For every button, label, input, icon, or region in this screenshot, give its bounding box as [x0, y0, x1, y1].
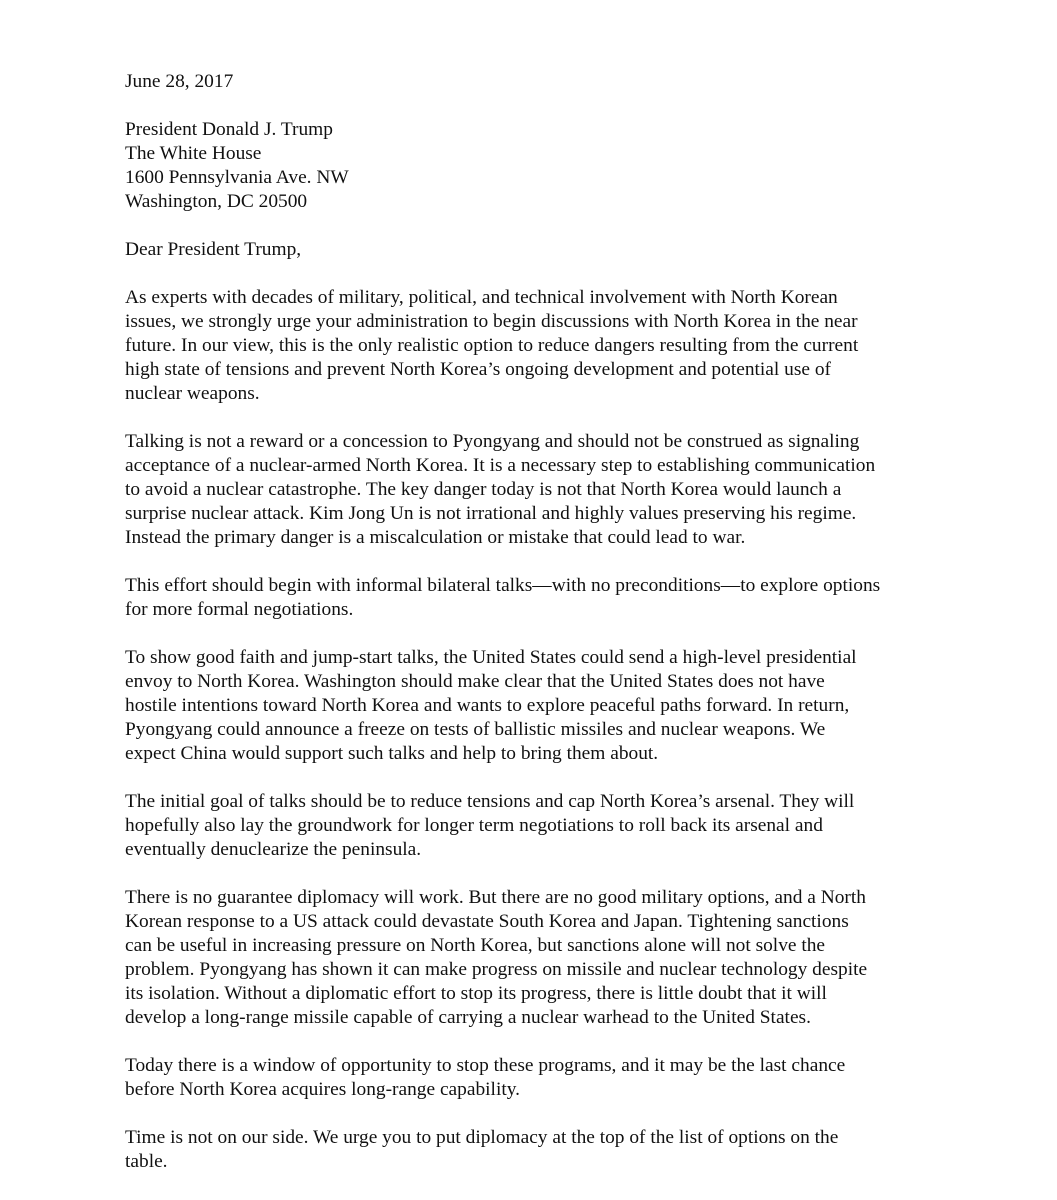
paragraph-line: surprise nuclear attack. Kim Jong Un is not irrational and highly values preserving his regime. [125, 503, 857, 524]
recipient-org: The White House [125, 143, 262, 164]
paragraph-line: its isolation. Without a diplomatic effort to stop its progress, there is little doubt that it will [125, 983, 827, 1004]
paragraph-line: Korean response to a US attack could devastate South Korea and Japan. Tightening sanctions [125, 911, 849, 932]
paragraph-line: This effort should begin with informal bilateral talks—with no preconditions—to explore options [125, 575, 881, 596]
paragraph-line: before North Korea acquires long-range capability. [125, 1079, 520, 1100]
body-paragraph [125, 1054, 940, 1102]
paragraph-line: table. [125, 1151, 168, 1172]
paragraph-line: Talking is not a reward or a concession to Pyongyang and should not be construed as signaling [125, 431, 860, 452]
recipient-street: 1600 Pennsylvania Ave. NW [125, 167, 349, 188]
recipient-address [125, 118, 940, 214]
paragraph-line: issues, we strongly urge your administration to begin discussions with North Korea in the near [125, 311, 858, 332]
paragraph-line: for more formal negotiations. [125, 599, 354, 620]
body-paragraph [125, 646, 940, 766]
paragraph-line: problem. Pyongyang has shown it can make progress on missile and nuclear technology despite [125, 959, 868, 980]
letter-date: June 28, 2017 [125, 71, 234, 92]
body-paragraph [125, 286, 940, 406]
paragraph-line: envoy to North Korea. Washington should make clear that the United States does not have [125, 671, 825, 692]
paragraph-line: Pyongyang could announce a freeze on tests of ballistic missiles and nuclear weapons. We [125, 719, 826, 740]
paragraph-line: nuclear weapons. [125, 383, 260, 404]
salutation: Dear President Trump, [125, 239, 302, 260]
paragraph-line: high state of tensions and prevent North Korea’s ongoing development and potential use of [125, 359, 831, 380]
paragraph-line: There is no guarantee diplomacy will work. But there are no good military options, and a North [125, 887, 866, 908]
paragraph-line: The initial goal of talks should be to reduce tensions and cap North Korea’s arsenal. They will [125, 791, 855, 812]
body-paragraph [125, 430, 940, 550]
paragraph-line: To show good faith and jump-start talks, the United States could send a high-level presidential [125, 647, 857, 668]
paragraph-line: Instead the primary danger is a miscalculation or mistake that could lead to war. [125, 527, 746, 548]
body-paragraph [125, 790, 940, 862]
paragraph-line: hostile intentions toward North Korea and wants to explore peaceful paths forward. In return, [125, 695, 850, 716]
paragraph-line: Today there is a window of opportunity to stop these programs, and it may be the last chance [125, 1055, 846, 1076]
paragraph-line: eventually denuclearize the peninsula. [125, 839, 422, 860]
paragraph-line: develop a long-range missile capable of carrying a nuclear warhead to the United States. [125, 1007, 811, 1028]
body-paragraph [125, 574, 940, 622]
body-paragraph [125, 1126, 940, 1174]
paragraph-line: As experts with decades of military, political, and technical involvement with North Korean [125, 287, 838, 308]
paragraph-line: to avoid a nuclear catastrophe. The key danger today is not that North Korea would launch a [125, 479, 842, 500]
letter-body [125, 70, 940, 1174]
paragraph-line: future. In our view, this is the only realistic option to reduce dangers resulting from the current [125, 335, 859, 356]
paragraph-line: hopefully also lay the groundwork for longer term negotiations to roll back its arsenal and [125, 815, 823, 836]
recipient-name: President Donald J. Trump [125, 119, 333, 140]
letter-paragraphs [125, 286, 940, 1174]
recipient-city: Washington, DC 20500 [125, 191, 308, 212]
paragraph-line: Time is not on our side. We urge you to put diplomacy at the top of the list of options on the [125, 1127, 839, 1148]
paragraph-line: acceptance of a nuclear-armed North Korea. It is a necessary step to establishing communication [125, 455, 876, 476]
body-paragraph [125, 886, 940, 1030]
paragraph-line: expect China would support such talks and help to bring them about. [125, 743, 659, 764]
paragraph-line: can be useful in increasing pressure on North Korea, but sanctions alone will not solve the [125, 935, 826, 956]
